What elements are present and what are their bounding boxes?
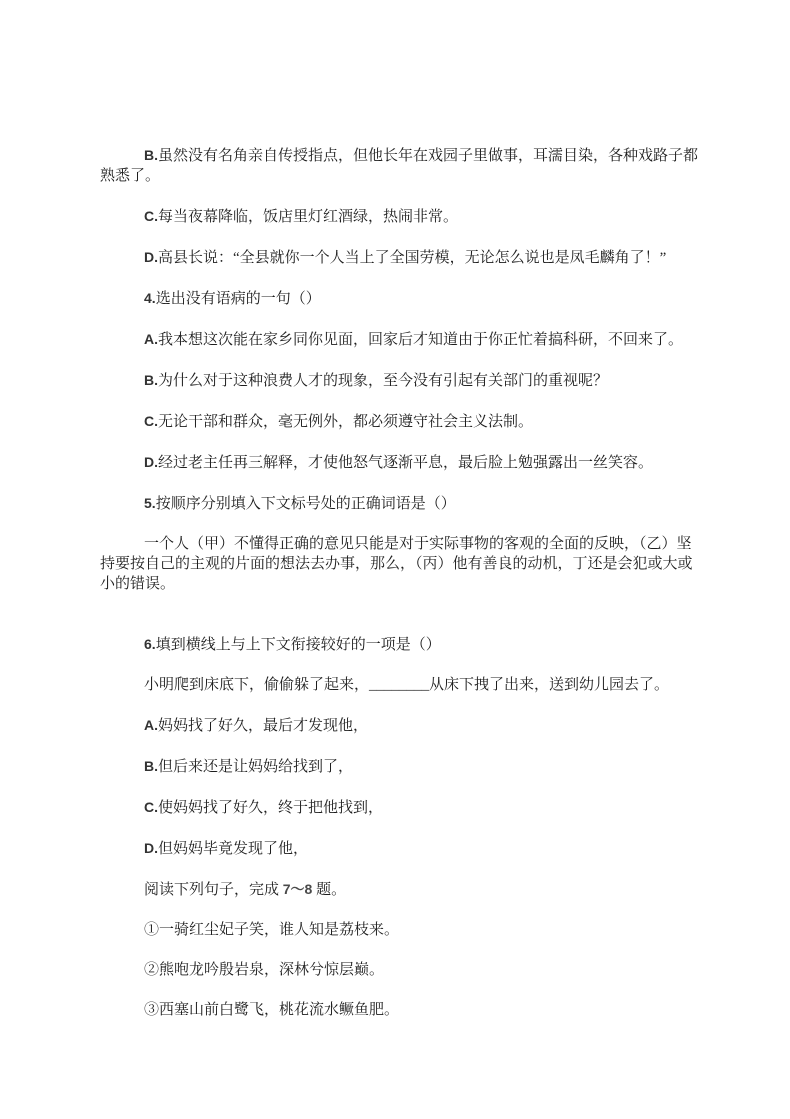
option-text: 每当夜幕降临，饭店里灯红酒绿，热闹非常。 [158, 209, 459, 225]
option-label: C. [144, 208, 158, 224]
question-number: 6. [144, 636, 156, 652]
option-label: B. [144, 758, 158, 774]
option-label: C. [144, 413, 158, 429]
question-number: 5. [144, 495, 156, 511]
option-line-c-q4 [100, 411, 698, 432]
question-5-stem [100, 493, 698, 514]
option-line-d-q6 [100, 838, 698, 859]
option-text: 无论干部和群众，毫无例外，都必须遵守社会主义法制。 [158, 414, 534, 430]
poem-text: ③西塞山前白鹭飞，桃花流水鳜鱼肥。 [144, 1002, 400, 1018]
option-label: A. [144, 717, 158, 733]
option-text: 但后来还是让妈妈给找到了， [158, 759, 354, 775]
passage-text: 一个人（甲）不懂得正确的意见只能是对于实际事物的客观的全面的反映，（乙）坚持要按自己的主观的片面的想法去办事，那么，（丙）他有善良的动机，丁还是会犯或大或小的错误。 [100, 536, 693, 592]
poem-sentence-2 [100, 960, 698, 980]
question-4-stem [100, 288, 698, 309]
option-text: 但妈妈毕竟发现了他， [158, 841, 309, 857]
option-text: 高县长说：“全县就你一个人当上了全国劳模，无论怎么说也是凤毛麟角了！” [158, 250, 667, 266]
option-line-b-q4 [100, 370, 698, 391]
lead-text-post: 从床下拽了出来，送到幼儿园去了。 [429, 677, 670, 693]
option-line-d-q3 [100, 247, 698, 268]
question-range: 7～8 [282, 881, 313, 897]
question-6-stem [100, 634, 698, 655]
question-text: 按顺序分别填入下文标号处的正确词语是（） [155, 496, 456, 512]
option-line-d-q4 [100, 452, 698, 473]
option-label: C. [144, 799, 158, 815]
lead-text-pre: 小明爬到床底下，偷偷躲了起来， [144, 677, 370, 693]
poem-text: ①一骑红尘妃子笑，谁人知是荔枝来。 [144, 922, 400, 938]
option-label: D. [144, 249, 158, 265]
poem-text: ②熊咆龙吟殷岩泉，深林兮惊层巅。 [144, 962, 385, 978]
option-label: B. [144, 147, 158, 163]
option-line-b-ql3 [100, 145, 698, 186]
option-text: 妈妈找了好久，最后才发现他， [158, 718, 369, 734]
poem-sentence-1 [100, 920, 698, 940]
instruction-text-post: 题。 [312, 882, 347, 898]
option-line-c-q6 [100, 797, 698, 818]
option-label: B. [144, 372, 158, 388]
option-line-c-q3 [100, 206, 698, 227]
option-text: 虽然没有名角亲自传授指点，但他长年在戏园子里做事，耳濡目染，各种戏路子都熟悉了。 [100, 148, 699, 184]
question-5-passage [100, 534, 698, 594]
option-line-b-q6 [100, 756, 698, 777]
option-text: 经过老主任再三解释，才使他怒气逐渐平息，最后脸上勉强露出一丝笑容。 [158, 455, 654, 471]
question-text: 填到横线上与上下文衔接较好的一项是（） [155, 637, 441, 653]
question-text: 选出没有语病的一句（） [155, 291, 321, 307]
question-6-lead-sentence [100, 675, 698, 695]
instruction-text-pre: 阅读下列句子，完成 [144, 882, 283, 898]
option-line-a-q6 [100, 715, 698, 736]
option-label: D. [144, 840, 158, 856]
poem-sentence-3 [100, 1000, 698, 1020]
question-number: 4. [144, 290, 156, 306]
option-label: D. [144, 454, 158, 470]
reading-instruction [100, 879, 698, 900]
option-text: 为什么对于这种浪费人才的现象，至今没有引起有关部门的重视呢？ [158, 373, 609, 389]
option-line-a-q4 [100, 329, 698, 350]
option-label: A. [144, 331, 158, 347]
option-text: 我本想这次能在家乡同你见面，回家后才知道由于你正忙着搞科研，不回来了。 [158, 332, 684, 348]
fill-blank-underline: ________ [369, 677, 430, 693]
option-text: 使妈妈找了好久，终于把他找到， [158, 800, 384, 816]
